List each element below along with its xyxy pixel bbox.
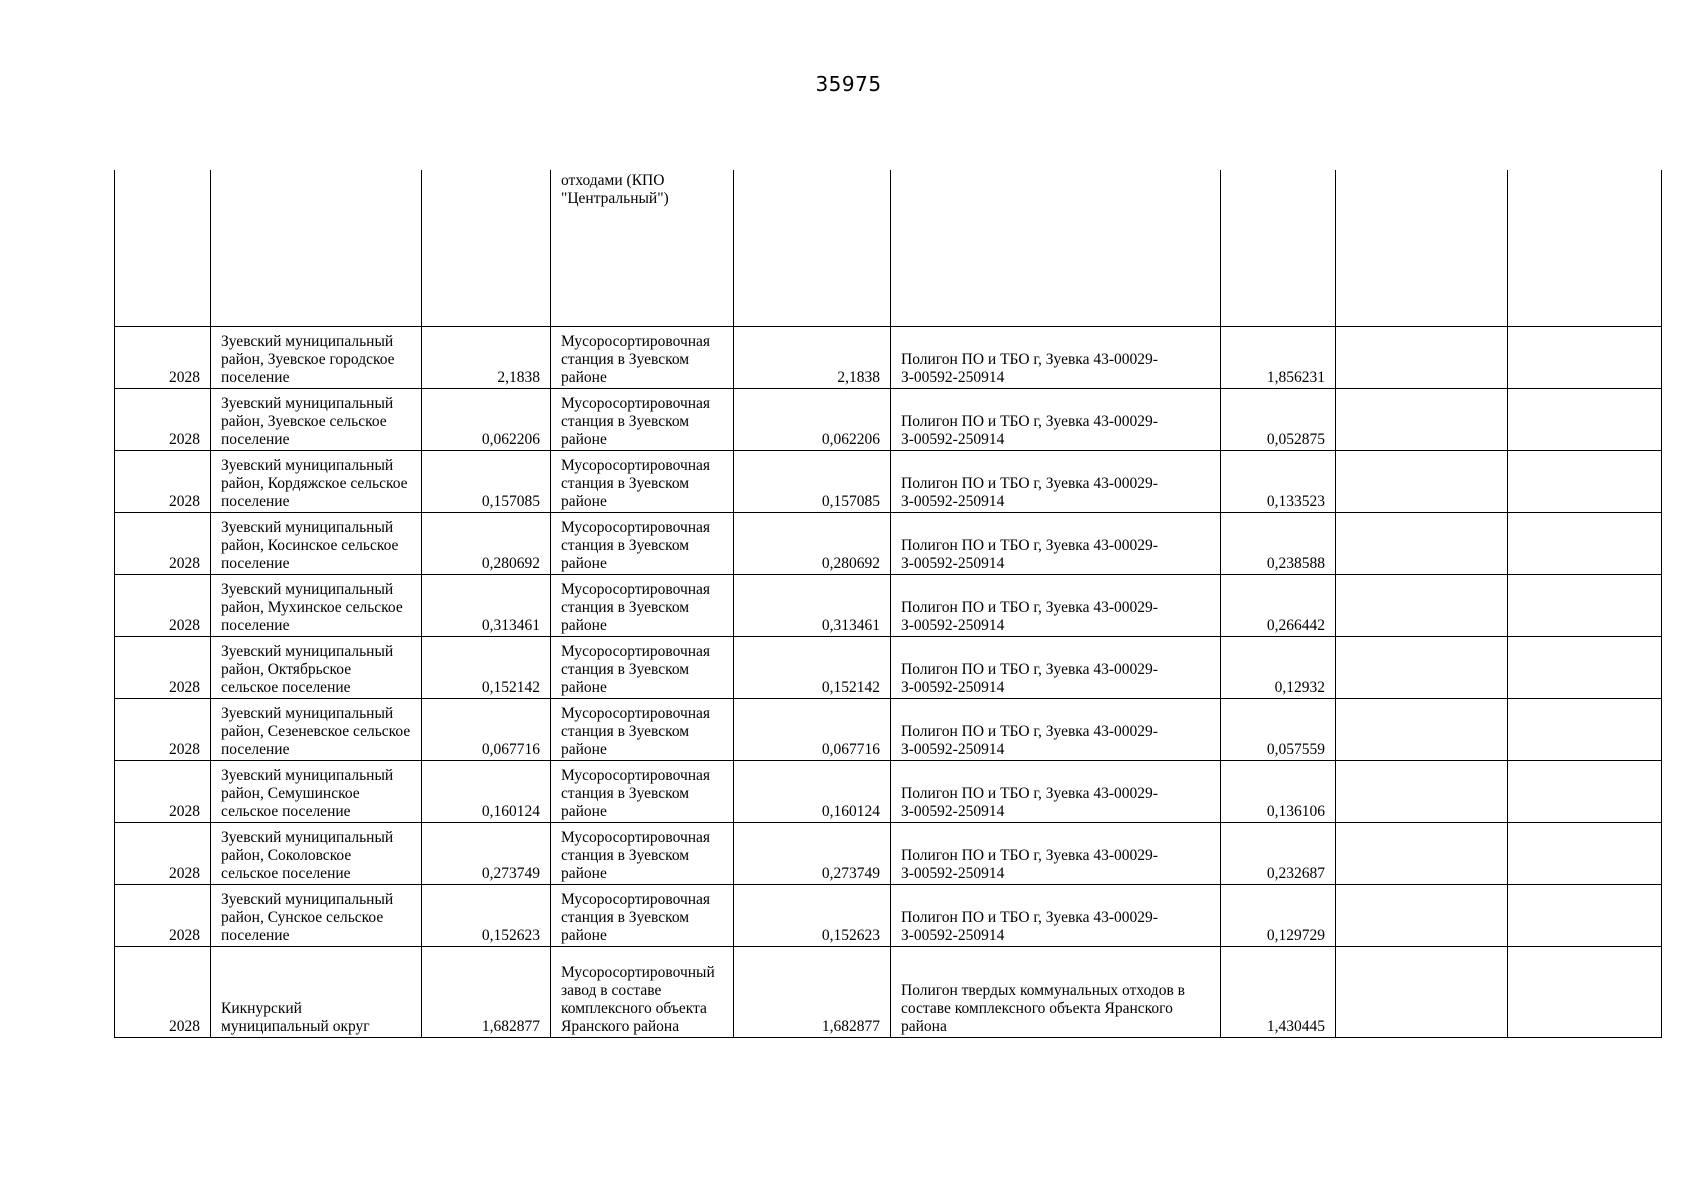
table-row bbox=[115, 451, 1662, 513]
cell-extra-2 bbox=[1508, 451, 1662, 513]
table-row bbox=[115, 575, 1662, 637]
cell-landfill-mass: 0,238588 bbox=[1221, 513, 1336, 575]
cell-extra-1 bbox=[1336, 170, 1508, 327]
cell-territory bbox=[211, 170, 422, 327]
cell-station-mass: 0,152142 bbox=[734, 637, 891, 699]
cell-year bbox=[115, 170, 211, 327]
cell-landfill-mass: 0,12932 bbox=[1221, 637, 1336, 699]
cell-landfill-mass bbox=[1221, 170, 1336, 327]
cell-station-mass bbox=[734, 170, 891, 327]
cell-station-mass: 0,152623 bbox=[734, 885, 891, 947]
cell-extra-2 bbox=[1508, 637, 1662, 699]
table-row bbox=[115, 823, 1662, 885]
cell-landfill: Полигон ПО и ТБО г, Зуевка 43-00029-З-00592-250914 bbox=[891, 451, 1221, 513]
cell-landfill: Полигон ПО и ТБО г, Зуевка 43-00029-З-00592-250914 bbox=[891, 823, 1221, 885]
cell-station: Мусоросортировочная станция в Зуевском районе bbox=[551, 699, 734, 761]
cell-territory: Зуевский муниципальный район, Косинское сельское поселение bbox=[211, 513, 422, 575]
cell-extra-2 bbox=[1508, 699, 1662, 761]
cell-extra-1 bbox=[1336, 327, 1508, 389]
cell-landfill-mass: 0,232687 bbox=[1221, 823, 1336, 885]
table-row bbox=[115, 513, 1662, 575]
cell-landfill: Полигон ПО и ТБО г, Зуевка 43-00029-З-00592-250914 bbox=[891, 885, 1221, 947]
cell-year: 2028 bbox=[115, 699, 211, 761]
cell-station: Мусоросортировочная станция в Зуевском районе bbox=[551, 327, 734, 389]
cell-mass: 0,067716 bbox=[422, 699, 551, 761]
cell-station-mass: 0,273749 bbox=[734, 823, 891, 885]
cell-mass: 0,160124 bbox=[422, 761, 551, 823]
cell-extra-2 bbox=[1508, 389, 1662, 451]
cell-extra-2 bbox=[1508, 575, 1662, 637]
cell-extra-2 bbox=[1508, 823, 1662, 885]
cell-territory: Зуевский муниципальный район, Зуевское городское поселение bbox=[211, 327, 422, 389]
cell-station-mass: 0,313461 bbox=[734, 575, 891, 637]
cell-landfill bbox=[891, 170, 1221, 327]
cell-extra-2 bbox=[1508, 761, 1662, 823]
table-row bbox=[115, 885, 1662, 947]
cell-territory: Зуевский муниципальный район, Зуевское сельское поселение bbox=[211, 389, 422, 451]
cell-landfill-mass: 0,057559 bbox=[1221, 699, 1336, 761]
cell-year: 2028 bbox=[115, 513, 211, 575]
cell-mass: 1,682877 bbox=[422, 947, 551, 1038]
cell-extra-1 bbox=[1336, 575, 1508, 637]
table-row bbox=[115, 389, 1662, 451]
cell-station-mass: 1,682877 bbox=[734, 947, 891, 1038]
cell-mass: 0,152142 bbox=[422, 637, 551, 699]
cell-station-mass: 0,160124 bbox=[734, 761, 891, 823]
cell-landfill: Полигон ПО и ТБО г, Зуевка 43-00029-З-00592-250914 bbox=[891, 327, 1221, 389]
cell-station: отходами (КПО "Центральный") bbox=[551, 170, 734, 327]
cell-landfill-mass: 0,129729 bbox=[1221, 885, 1336, 947]
cell-landfill-mass: 0,052875 bbox=[1221, 389, 1336, 451]
cell-territory: Зуевский муниципальный район, Кордяжское сельское поселение bbox=[211, 451, 422, 513]
cell-station-mass: 0,062206 bbox=[734, 389, 891, 451]
cell-station: Мусоросортировочная станция в Зуевском районе bbox=[551, 575, 734, 637]
cell-station-mass: 0,280692 bbox=[734, 513, 891, 575]
cell-station: Мусоросортировочный завод в составе комплексного объекта Яранского района bbox=[551, 947, 734, 1038]
cell-station-mass: 0,157085 bbox=[734, 451, 891, 513]
cell-station: Мусоросортировочная станция в Зуевском районе bbox=[551, 885, 734, 947]
cell-extra-1 bbox=[1336, 823, 1508, 885]
cell-landfill: Полигон ПО и ТБО г, Зуевка 43-00029-З-00592-250914 bbox=[891, 761, 1221, 823]
table-row bbox=[115, 947, 1662, 1038]
cell-territory: Зуевский муниципальный район, Сезеневское сельское поселение bbox=[211, 699, 422, 761]
cell-landfill: Полигон твердых коммунальных отходов в составе комплексного объекта Яранского района bbox=[891, 947, 1221, 1038]
cell-station: Мусоросортировочная станция в Зуевском районе bbox=[551, 823, 734, 885]
cell-year: 2028 bbox=[115, 761, 211, 823]
carryover-row bbox=[115, 170, 1662, 327]
cell-landfill-mass: 0,266442 bbox=[1221, 575, 1336, 637]
cell-territory: Зуевский муниципальный район, Семушинское сельское поселение bbox=[211, 761, 422, 823]
cell-territory: Кикнурский муниципальный округ bbox=[211, 947, 422, 1038]
cell-mass: 0,273749 bbox=[422, 823, 551, 885]
cell-year: 2028 bbox=[115, 451, 211, 513]
table-row bbox=[115, 699, 1662, 761]
cell-year: 2028 bbox=[115, 575, 211, 637]
cell-extra-1 bbox=[1336, 389, 1508, 451]
cell-year: 2028 bbox=[115, 885, 211, 947]
cell-station: Мусоросортировочная станция в Зуевском районе bbox=[551, 451, 734, 513]
cell-territory: Зуевский муниципальный район, Соколовское сельское поселение bbox=[211, 823, 422, 885]
table-row bbox=[115, 761, 1662, 823]
cell-mass: 0,313461 bbox=[422, 575, 551, 637]
cell-landfill-mass: 0,136106 bbox=[1221, 761, 1336, 823]
cell-extra-1 bbox=[1336, 761, 1508, 823]
cell-extra-1 bbox=[1336, 637, 1508, 699]
cell-mass: 2,1838 bbox=[422, 327, 551, 389]
table-body bbox=[115, 170, 1662, 1038]
cell-station: Мусоросортировочная станция в Зуевском районе bbox=[551, 513, 734, 575]
page-number: 35975 bbox=[815, 72, 882, 96]
cell-station-mass: 2,1838 bbox=[734, 327, 891, 389]
cell-landfill: Полигон ПО и ТБО г, Зуевка 43-00029-З-00592-250914 bbox=[891, 389, 1221, 451]
cell-extra-2 bbox=[1508, 513, 1662, 575]
cell-extra-2 bbox=[1508, 885, 1662, 947]
cell-extra-2 bbox=[1508, 170, 1662, 327]
cell-year: 2028 bbox=[115, 327, 211, 389]
cell-extra-1 bbox=[1336, 885, 1508, 947]
waste-flow-table bbox=[114, 170, 1662, 1038]
cell-year: 2028 bbox=[115, 389, 211, 451]
cell-landfill: Полигон ПО и ТБО г, Зуевка 43-00029-З-00592-250914 bbox=[891, 575, 1221, 637]
cell-station: Мусоросортировочная станция в Зуевском районе bbox=[551, 761, 734, 823]
cell-mass: 0,280692 bbox=[422, 513, 551, 575]
table-row bbox=[115, 637, 1662, 699]
cell-landfill-mass: 1,430445 bbox=[1221, 947, 1336, 1038]
cell-landfill-mass: 0,133523 bbox=[1221, 451, 1336, 513]
cell-extra-1 bbox=[1336, 947, 1508, 1038]
cell-extra-1 bbox=[1336, 513, 1508, 575]
table-row bbox=[115, 327, 1662, 389]
cell-year: 2028 bbox=[115, 947, 211, 1038]
cell-mass: 0,157085 bbox=[422, 451, 551, 513]
cell-mass bbox=[422, 170, 551, 327]
cell-extra-1 bbox=[1336, 699, 1508, 761]
cell-landfill: Полигон ПО и ТБО г, Зуевка 43-00029-З-00592-250914 bbox=[891, 637, 1221, 699]
cell-landfill-mass: 1,856231 bbox=[1221, 327, 1336, 389]
cell-year: 2028 bbox=[115, 823, 211, 885]
cell-landfill: Полигон ПО и ТБО г, Зуевка 43-00029-З-00592-250914 bbox=[891, 699, 1221, 761]
cell-station: Мусоросортировочная станция в Зуевском районе bbox=[551, 637, 734, 699]
cell-mass: 0,152623 bbox=[422, 885, 551, 947]
cell-extra-2 bbox=[1508, 947, 1662, 1038]
cell-landfill: Полигон ПО и ТБО г, Зуевка 43-00029-З-00592-250914 bbox=[891, 513, 1221, 575]
cell-extra-1 bbox=[1336, 451, 1508, 513]
cell-territory: Зуевский муниципальный район, Мухинское сельское поселение bbox=[211, 575, 422, 637]
cell-territory: Зуевский муниципальный район, Октябрьское сельское поселение bbox=[211, 637, 422, 699]
cell-station-mass: 0,067716 bbox=[734, 699, 891, 761]
cell-extra-2 bbox=[1508, 327, 1662, 389]
cell-year: 2028 bbox=[115, 637, 211, 699]
cell-mass: 0,062206 bbox=[422, 389, 551, 451]
cell-territory: Зуевский муниципальный район, Сунское сельское поселение bbox=[211, 885, 422, 947]
cell-station: Мусоросортировочная станция в Зуевском районе bbox=[551, 389, 734, 451]
